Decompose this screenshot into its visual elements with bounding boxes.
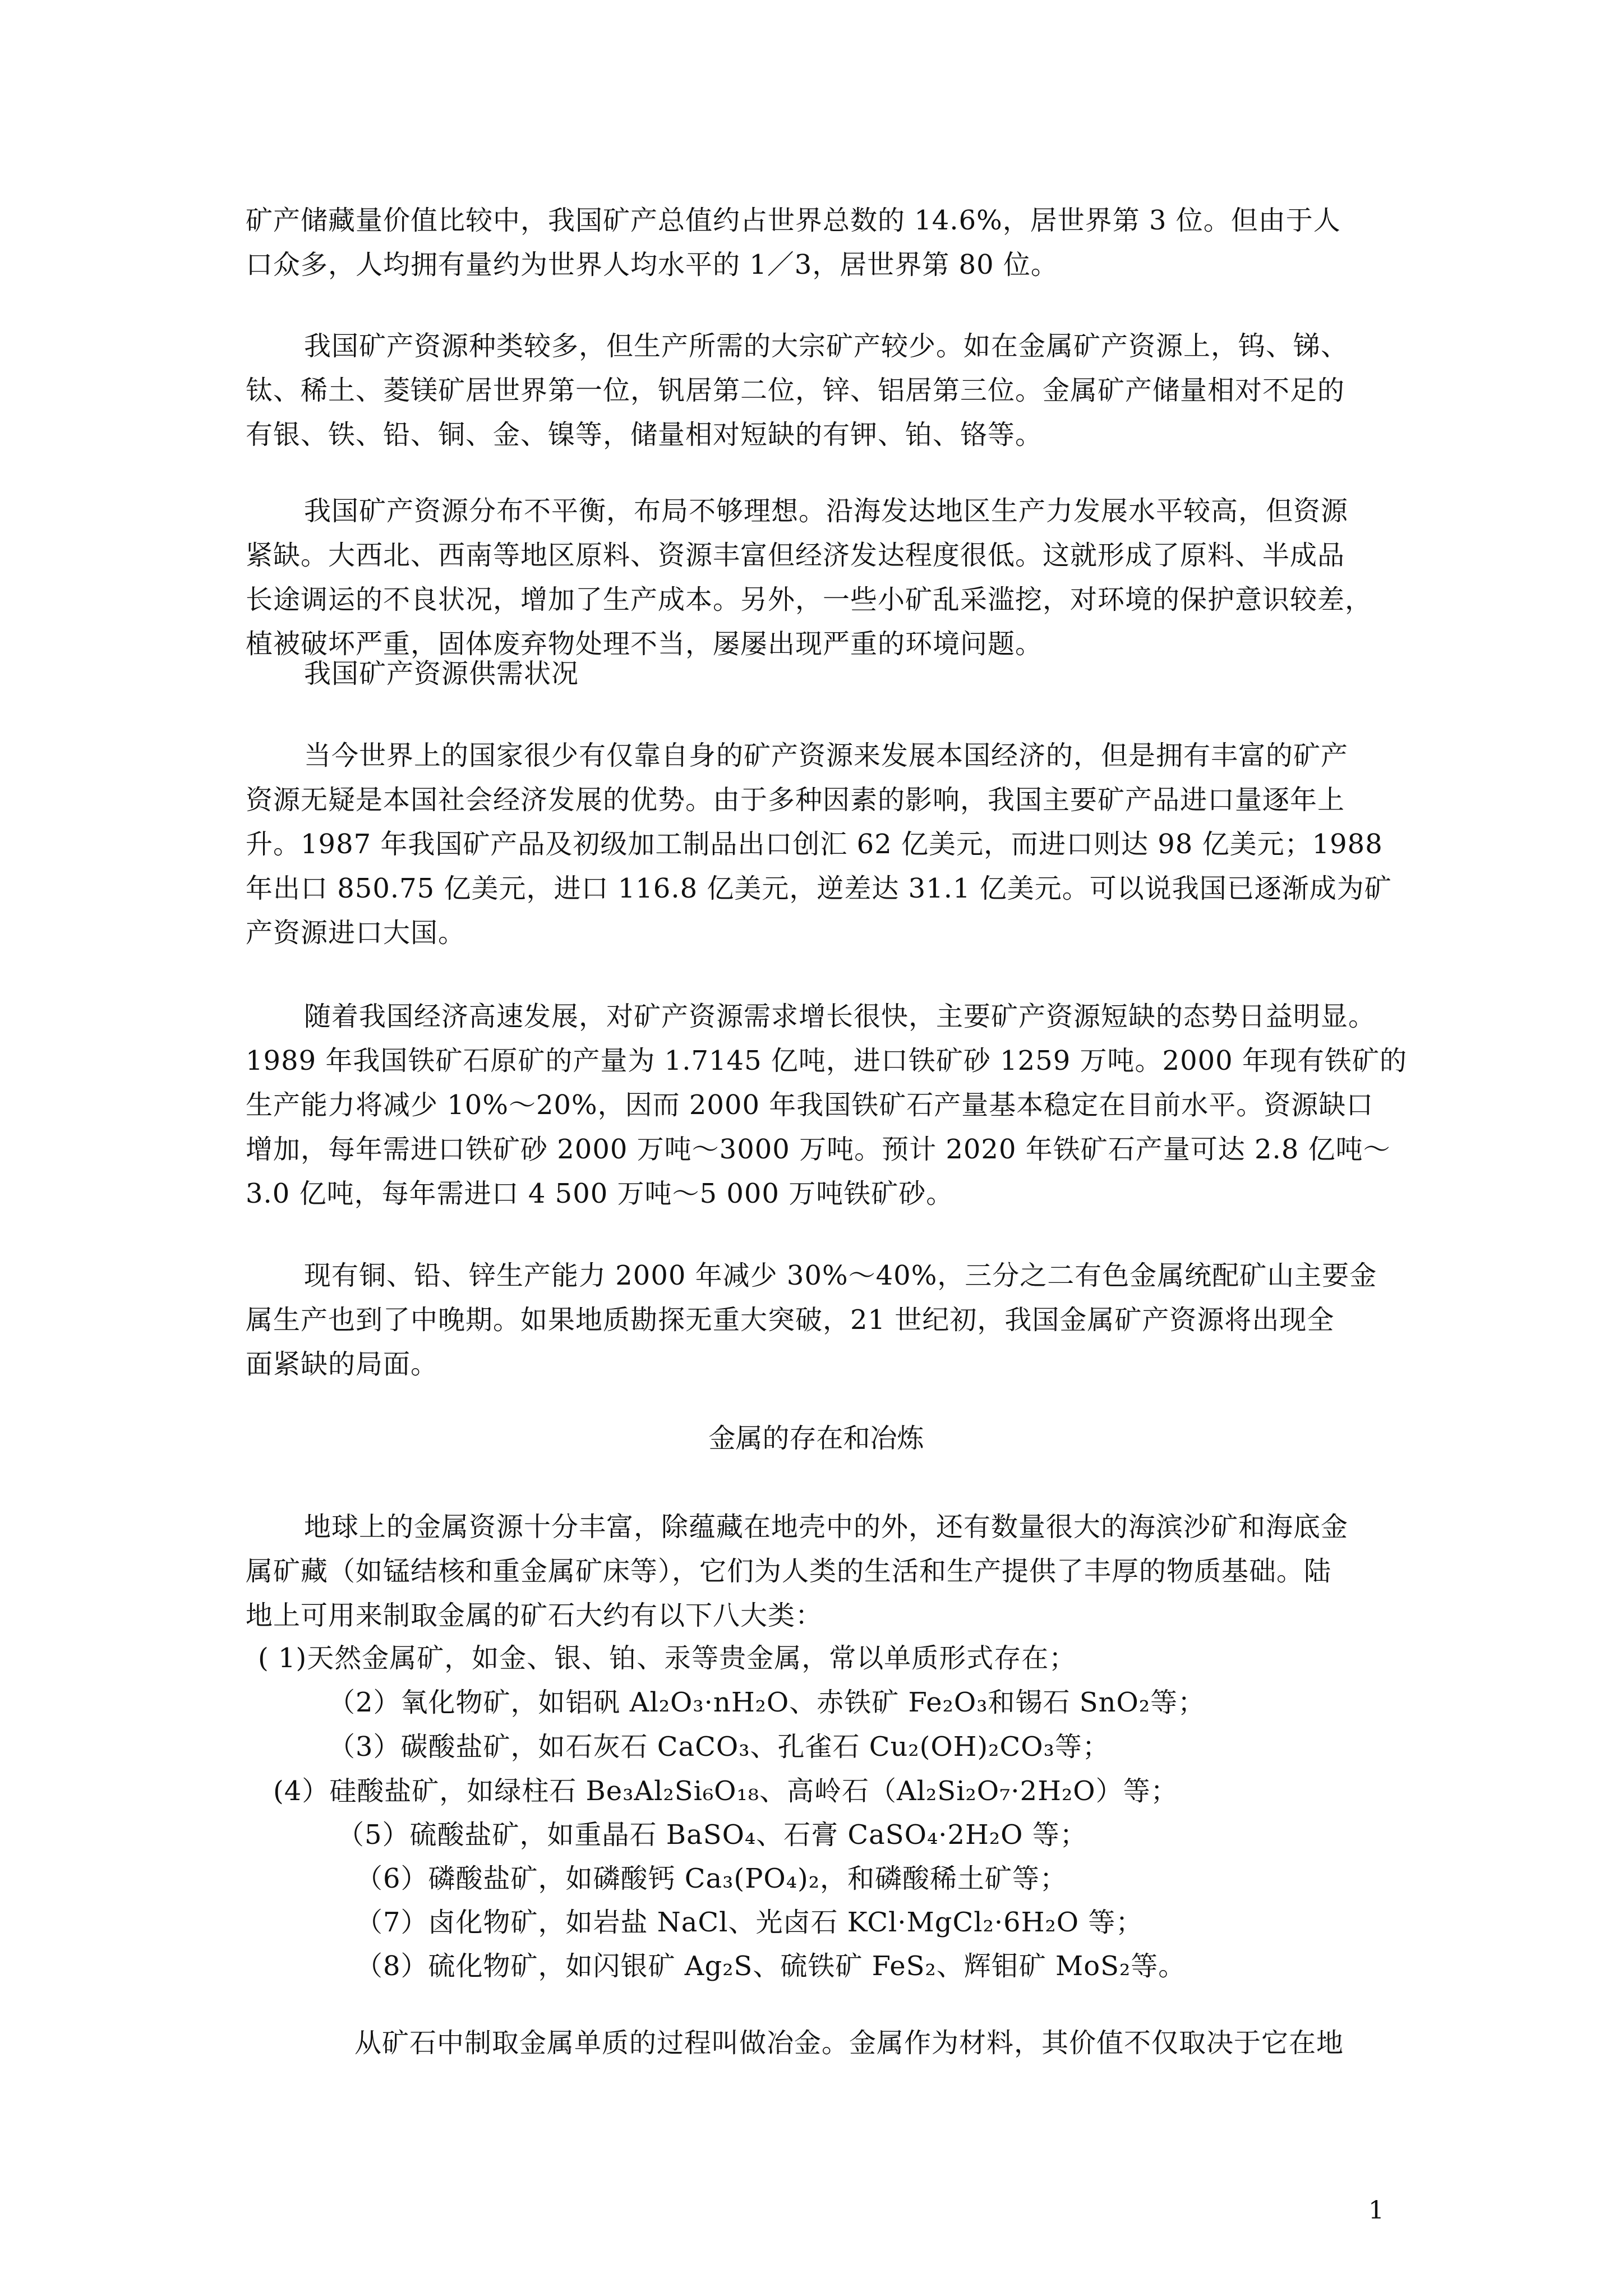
text-line: 资源无疑是本国社会经济发展的优势。由于多种因素的影响，我国主要矿产品进口量逐年上 — [246, 784, 1345, 816]
text-line: 紧缺。大西北、西南等地区原料、资源丰富但经济发达程度很低。这就形成了原料、半成品 — [246, 540, 1345, 571]
paragraph-2 — [246, 324, 1387, 457]
text-line: 现有铜、铅、锌生产能力 2000 年减少 30%～40%，三分之二有色金属统配矿山主要金 — [304, 1260, 1377, 1291]
paragraph-6 — [246, 995, 1407, 1216]
paragraph-9 — [246, 2021, 1387, 2065]
text-line: 钛、稀土、菱镁矿居世界第一位，钒居第二位，锌、铝居第三位。金属矿产储量相对不足的 — [246, 375, 1345, 406]
page-number: 1 — [1368, 2196, 1384, 2225]
paragraph-8 — [246, 1505, 1387, 1638]
paragraph-5 — [246, 734, 1392, 955]
text-line: 我国矿产资源供需状况 — [304, 658, 579, 689]
text-line: 有银、铁、铅、铜、金、镍等，储量相对短缺的有钾、铂、铬等。 — [246, 419, 1043, 450]
text-line: 矿产储藏量价值比较中，我国矿产总值约占世界总数的 14.6%，居世界第 3 位。但由于人 — [246, 205, 1341, 236]
list-item: ( 1)天然金属矿，如金、银、铂、汞等贵金属，常以单质形式存在； — [258, 1642, 1077, 1674]
text-line: 植被破坏严重，固体废弃物处理不当，屡屡出现严重的环境问题。 — [246, 628, 1043, 660]
text-line: 属生产也到了中晚期。如果地质勘探无重大突破，21 世纪初，我国金属矿产资源将出现全 — [246, 1304, 1335, 1336]
section-subtitle — [246, 652, 1387, 696]
text-line: 面紧缺的局面。 — [246, 1349, 439, 1380]
text-line: 增加，每年需进口铁矿砂 2000 万吨～3000 万吨。预计 2020 年铁矿石产量可达 2.8 亿吨～ — [246, 1134, 1391, 1165]
list-item: （5）硫酸盐矿，如重晶石 BaSO₄、石膏 CaSO₄·2H₂O 等； — [337, 1819, 1087, 1851]
text-line: 当今世界上的国家很少有仅靠自身的矿产资源来发展本国经济的，但是拥有丰富的矿产 — [304, 740, 1349, 771]
paragraph-3 — [246, 489, 1387, 666]
text-line: 地球上的金属资源十分丰富，除蕴藏在地壳中的外，还有数量很大的海滨沙矿和海底金 — [304, 1511, 1349, 1543]
text-line: 从矿石中制取金属单质的过程叫做冶金。金属作为材料，其价值不仅取决于它在地 — [354, 2027, 1344, 2059]
text-line: 我国矿产资源分布不平衡，布局不够理想。沿海发达地区生产力发展水平较高，但资源 — [304, 495, 1349, 527]
list-item: （6）磷酸盐矿，如磷酸钙 Ca₃(PO₄)₂，和磷酸稀土矿等； — [356, 1863, 1067, 1894]
paragraph-1 — [246, 199, 1387, 287]
text-line: 随着我国经济高速发展，对矿产资源需求增长很快，主要矿产资源短缺的态势日益明显。 — [304, 1001, 1376, 1032]
text-line: 年出口 850.75 亿美元，进口 116.8 亿美元，逆差达 31.1 亿美元。可以说我国已逐渐成为矿 — [246, 873, 1392, 904]
text-line: 地上可用来制取金属的矿石大约有以下八大类： — [246, 1600, 823, 1631]
text-line: 口众多，人均拥有量约为世界人均水平的 1／3，居世界第 80 位。 — [246, 249, 1058, 280]
text-line: 属矿藏（如锰结核和重金属矿床等），它们为人类的生活和生产提供了丰厚的物质基础。陆 — [246, 1556, 1332, 1587]
section-heading: 金属的存在和冶炼 — [708, 1423, 924, 1454]
text-line: 升。1987 年我国矿产品及初级加工制品出口创汇 62 亿美元，而进口则达 98 亿美元；1988 — [246, 829, 1383, 860]
list-item: (4）硅酸盐矿，如绿柱石 Be₃Al₂Si₆O₁₈、高岭石（Al₂Si₂O₇·2H₂O）等； — [273, 1775, 1178, 1807]
list-item: （3）碳酸盐矿，如石灰石 CaCO₃、孔雀石 Cu₂(OH)₂CO₃等； — [328, 1731, 1110, 1763]
list-item: （7）卤化物矿，如岩盐 NaCl、光卤石 KCl·MgCl₂·6H₂O 等； — [356, 1907, 1144, 1938]
text-line: 长途调运的不良状况，增加了生产成本。另外，一些小矿乱采滥挖，对环境的保护意识较差， — [246, 584, 1373, 615]
text-line: 1989 年我国铁矿石原矿的产量为 1.7145 亿吨，进口铁矿砂 1259 万吨。2000 年现有铁矿的 — [246, 1045, 1407, 1076]
text-line: 3.0 亿吨，每年需进口 4 500 万吨～5 000 万吨铁矿砂。 — [246, 1178, 954, 1209]
text-line: 我国矿产资源种类较多，但生产所需的大宗矿产较少。如在金属矿产资源上，钨、锑、 — [304, 330, 1349, 362]
list-item: （2）氧化物矿，如铝矾 Al₂O₃·nH₂O、赤铁矿 Fe₂O₃和锡石 SnO₂等； — [328, 1687, 1206, 1718]
text-line: 产资源进口大国。 — [246, 917, 466, 949]
list-item: （8）硫化物矿，如闪银矿 Ag₂S、硫铁矿 FeS₂、辉钼矿 MoS₂等。 — [356, 1950, 1186, 1982]
text-line: 生产能力将减少 10%～20%，因而 2000 年我国铁矿石产量基本稳定在目前水平。资源缺口 — [246, 1089, 1374, 1121]
paragraph-7 — [246, 1254, 1387, 1387]
